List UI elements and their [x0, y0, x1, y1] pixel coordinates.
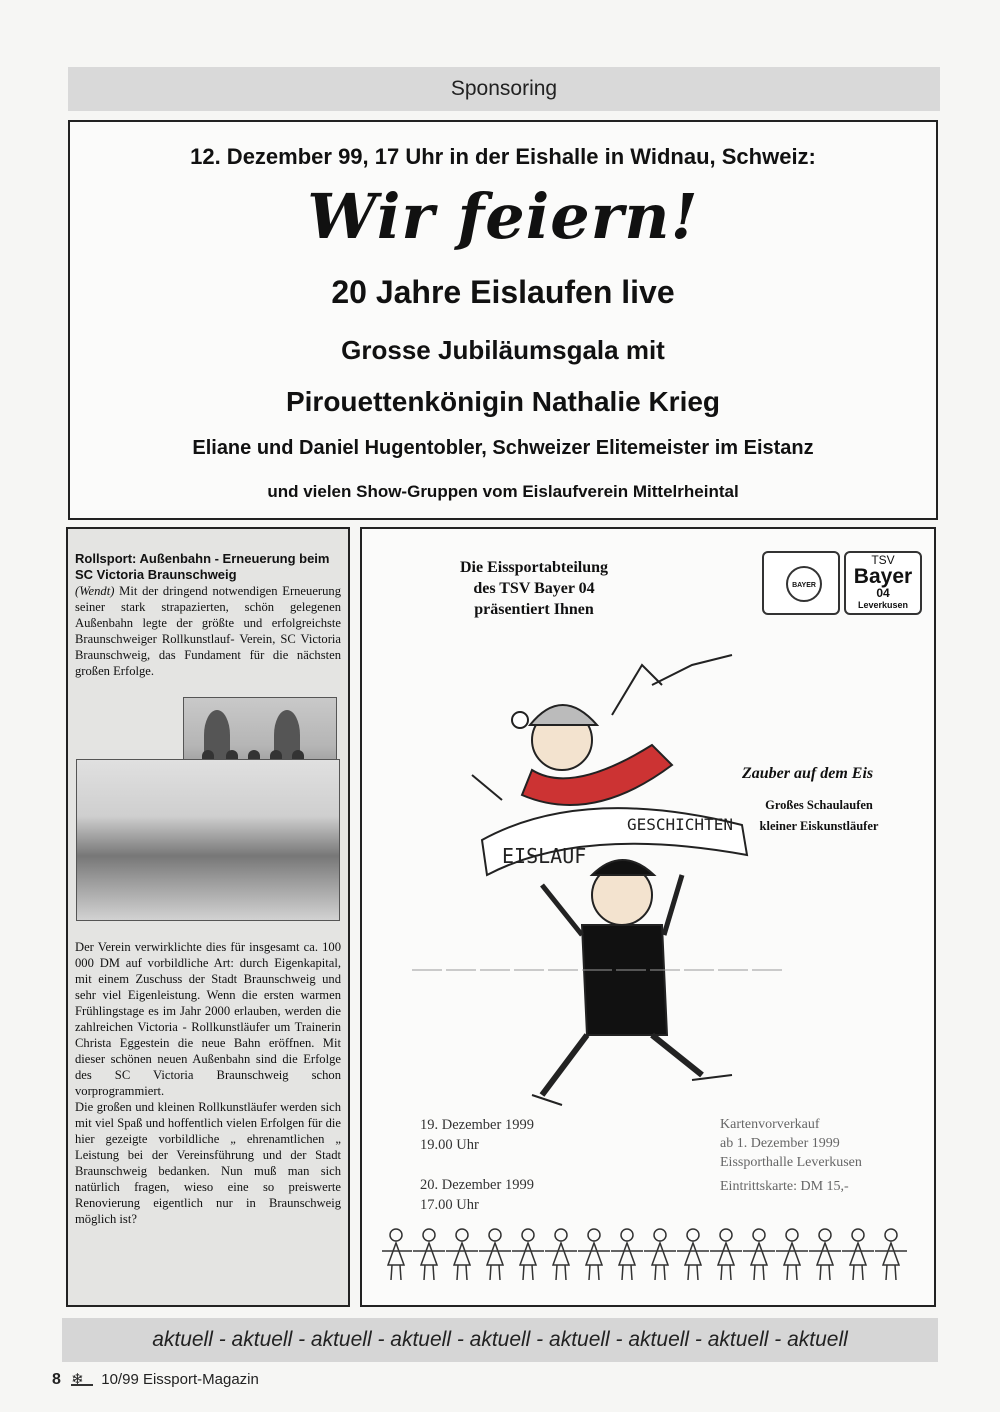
poster-presents-3: präsentiert Ihnen	[474, 601, 594, 618]
child-figure-head	[753, 1229, 765, 1241]
poster-presents-2: des TSV Bayer 04	[473, 580, 595, 597]
child-figure-body	[677, 1243, 709, 1280]
child-figure-body	[382, 1243, 412, 1280]
leverkusen-text: Leverkusen	[857, 600, 909, 610]
child-figure-body	[776, 1243, 808, 1280]
skaters-illustration	[412, 625, 782, 1125]
child-figure-head	[654, 1229, 666, 1241]
children-chain-illustration	[382, 1225, 922, 1285]
child-figure-body	[413, 1243, 445, 1280]
child-figure-body	[743, 1243, 775, 1280]
article-para-1	[75, 583, 341, 679]
child-figure-head	[456, 1229, 468, 1241]
event-title: 20 Jahre Eislaufen live	[331, 274, 675, 310]
child-figure-body	[545, 1243, 577, 1280]
child-figure-head	[786, 1229, 798, 1241]
04-text: 04	[876, 586, 890, 600]
skater-logo-icon: ❄	[71, 1370, 93, 1386]
poster-presents	[424, 557, 644, 620]
child-figure-head	[720, 1229, 732, 1241]
bottom-news-bar: aktuell - aktuell - aktuell - aktuell - aktuell - aktuell - aktuell - aktuell - aktuell	[62, 1318, 938, 1362]
poster-tickets-3: Eissporthalle Leverkusen	[720, 1155, 862, 1170]
poster	[382, 545, 922, 1285]
article-column	[75, 551, 341, 679]
banner-text-1: EISLAUF	[502, 844, 587, 868]
poster-zauber: Zauber auf dem Eis	[742, 765, 874, 782]
banner-text-2: GESCHICHTEN	[627, 815, 733, 834]
child-figure-head	[819, 1229, 831, 1241]
tsv-text: TSV	[871, 553, 895, 567]
child-figure-body	[512, 1243, 544, 1280]
poster-time2-text: 17.00 Uhr	[420, 1197, 479, 1213]
page-footer	[52, 1370, 259, 1389]
poster-tickets	[720, 1115, 862, 1172]
child-figure-head	[423, 1229, 435, 1241]
article-author: (Wendt)	[75, 584, 115, 598]
poster-grosses: Großes Schaulaufen	[765, 798, 873, 812]
event-star: Pirouettenkönigin Nathalie Krieg	[285, 386, 721, 417]
poster-price: Eintrittskarte: DM 15,-	[720, 1179, 849, 1194]
child-figure-body	[875, 1243, 907, 1280]
article-box	[66, 527, 350, 1307]
child-figure-head	[555, 1229, 567, 1241]
article-photo-track	[76, 759, 340, 921]
poster-date2-text: 20. Dezember 1999	[420, 1177, 534, 1193]
bayer-cross-logo	[762, 551, 840, 615]
child-figure-body	[578, 1243, 610, 1280]
event-groups: und vielen Show-Gruppen vom Eislaufverein Mittelrheintal	[267, 482, 739, 501]
page-number: 8	[52, 1371, 61, 1388]
child-figure-head	[621, 1229, 633, 1241]
poster-subtitle	[744, 795, 894, 837]
event-date-line: 12. Dezember 99, 17 Uhr in der Eishalle in Widnau, Schweiz:	[190, 144, 816, 169]
child-figure-head	[852, 1229, 864, 1241]
tsv-logo	[844, 551, 922, 615]
bayer-text: Bayer	[853, 565, 913, 588]
child-figure-body	[479, 1243, 511, 1280]
event-announcement	[68, 120, 938, 520]
child-figure-body	[611, 1243, 643, 1280]
article-para-3: Die großen und kleinen Rollkunstläufer werden sich mit viel Spaß und hoffentlich vielen Erfolgen für die hier gezeigte vorbildliche „ ehrenamtlichen „ Leistung bei der Vereinsführung und der Stadt Braunschweig bedanken. Nun muß man sich natürlich fragen, wieso eine so preiswerte Renovierung eigentlich nur in Braunschweig möglich ist?	[75, 1100, 341, 1226]
child-figure-body	[446, 1243, 478, 1280]
child-figure-head	[885, 1229, 897, 1241]
child-figure-head	[588, 1229, 600, 1241]
poster-date-2	[420, 1175, 534, 1215]
poster-date-1	[420, 1115, 534, 1155]
child-figure-head	[687, 1229, 699, 1241]
child-figure-head	[489, 1229, 501, 1241]
child-figure-body	[644, 1243, 676, 1280]
issue-label: 10/99 Eissport-Magazin	[101, 1371, 259, 1388]
child-figure-body	[842, 1243, 874, 1280]
event-guests: Eliane und Daniel Hugentobler, Schweizer Elitemeister im Eistanz	[192, 437, 814, 459]
section-header: Sponsoring	[68, 67, 940, 111]
poster-date1-text: 19. Dezember 1999	[420, 1117, 534, 1133]
poster-time1-text: 19.00 Uhr	[420, 1137, 479, 1153]
article-para-2: Der Verein verwirklichte dies für insgesamt ca. 100 000 DM auf vorbildliche Art: durch Eigenkapital, mit einem Zuschuss der Stadt Braunschweig und sehr viel Eigenleistung. Wenn die ersten warmen Frühlingstage es im Jahr 2000 erlauben, werden die zahlreichen Victoria - Rollkunstläufer um Trainerin Christa Eggestein die neue Bahn eröffnen. Mit dieser schönen neuen Außenbahn sind die Erfolge des SC Victoria Braunschweig schon vorprogrammiert.	[75, 940, 341, 1098]
event-script-title: Wir feiern!	[307, 180, 699, 253]
child-figure-body	[809, 1243, 841, 1280]
bayer-circle-icon: BAYER	[786, 566, 822, 602]
article-para-1-text: Mit der dringend notwendigen Erneuerung seiner stark strapazierten, schön gelegenen Außenbahn legte der größte und erfolgreichste Braunschweiger Rollkunstlauf- Verein, SC Victoria Braunschweig, das Fundament für die nächsten großen Erfolge.	[75, 584, 341, 678]
child-figure-body	[710, 1243, 742, 1280]
article-para-2-block	[75, 939, 341, 1227]
poster-kleiner: kleiner Eiskunstläufer	[759, 819, 879, 833]
child-figure-head	[522, 1229, 534, 1241]
child-figure-head	[390, 1229, 402, 1241]
poster-box	[360, 527, 936, 1307]
poster-tickets-2: ab 1. Dezember 1999	[720, 1136, 840, 1151]
poster-presents-1: Die Eissportabteilung	[459, 559, 608, 576]
bayer-logo	[762, 551, 922, 615]
article-headline: Rollsport: Außenbahn - Erneuerung beim SC Victoria Braunschweig	[75, 551, 330, 582]
poster-tickets-1: Kartenvorverkauf	[720, 1117, 820, 1132]
event-gala: Grosse Jubiläumsgala mit	[341, 335, 665, 365]
